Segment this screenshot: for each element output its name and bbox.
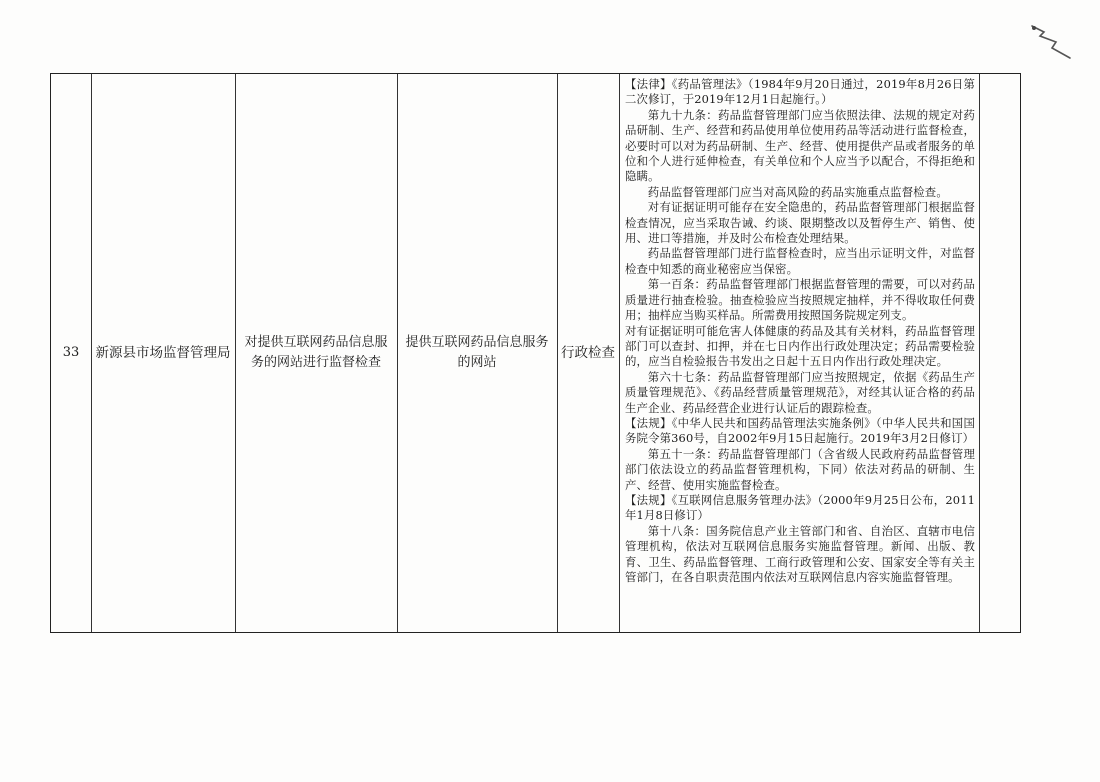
- basis-paragraph: 对有证据证明可能危害人体健康的药品及其有关材料，药品监督管理部门可以查封、扣押，并在七日内作出行政处理决定；药品需要检验的，应当自检验报告书发出之日起十五日内作出行政处理决定。: [625, 323, 975, 369]
- row-number: 33: [62, 345, 80, 360]
- basis-paragraph: 第一百条：药品监督管理部门根据监督管理的需要，可以对药品质量进行抽查检验。抽查检验应当按照规定抽样，并不得收取任何费用；抽样应当购买样品。所需费用按照国务院规定列支。: [625, 277, 975, 323]
- basis-law-heading: 【法律】《药品管理法》（1984年9月20日通过，2019年8月26日第二次修订，于2019年12月1日起施行。）: [625, 77, 975, 107]
- item-name-cell: 对提供互联网药品信息服务的网站进行监督检查: [244, 335, 388, 370]
- basis-regulation-heading: 【法规】《互联网信息服务管理办法》（2000年9月25日公布，2011年1月8日修订）: [625, 492, 975, 523]
- legal-basis-cell: [619, 77, 979, 585]
- type-cell: 行政检查: [561, 345, 615, 361]
- basis-paragraph: 第九十九条：药品监督管理部门应当依照法律、法规的规定对药品研制、生产、经营和药品使用单位使用药品等活动进行监督检查，必要时可以对为药品研制、生产、经营、使用提供产品或者服务的单位和个人进行延伸检查，有关单位和个人应当予以配合，不得拒绝和隐瞒。: [625, 107, 975, 184]
- column-divider: [979, 74, 980, 632]
- regulation-table: [50, 73, 1021, 633]
- basis-paragraph: 第六十七条：药品监督管理部门应当按照规定，依据《药品生产质量管理规范》、《药品经营质量管理规范》，对经其认证合格的药品生产企业、药品经营企业进行认证后的跟踪检查。: [625, 369, 975, 415]
- basis-paragraph: 第十八条：国务院信息产业主管部门和省、自治区、直辖市电信管理机构，依法对互联网信息服务实施监督管理。新闻、出版、教育、卫生、药品监督管理、工商行政管理和公安、国家安全等有关主管部门，在各自职责范围内依法对互联网信息内容实施监督管理。: [625, 523, 975, 584]
- basis-regulation-heading: 【法规】《中华人民共和国药品管理法实施条例》（中华人民共和国国务院令第360号，自2002年9月15日起施行。2019年3月2日修订）: [625, 415, 975, 446]
- basis-paragraph: 药品监督管理部门应当对高风险的药品实施重点监督检查。: [647, 184, 948, 199]
- basis-paragraph: 第五十一条：药品监督管理部门（含省级人民政府药品监督管理部门依法设立的药品监督管理机构，下同）依法对药品的研制、生产、经营、使用实施监督检查。: [625, 446, 975, 492]
- object-cell: 提供互联网药品信息服务的网站: [405, 335, 549, 370]
- basis-paragraph: 药品监督管理部门进行监督检查时，应当出示证明文件，对监督检查中知悉的商业秘密应当保密。: [625, 246, 975, 276]
- basis-paragraph: 对有证据证明可能存在安全隐患的，药品监督管理部门根据监督检查情况，应当采取告诫、约谈、限期整改以及暂停生产、销售、使用、进口等措施，并及时公布检查处理结果。: [625, 200, 975, 246]
- scan-artifact-mark: [1012, 18, 1082, 68]
- department-cell: 新源县市场监督管理局: [95, 345, 231, 361]
